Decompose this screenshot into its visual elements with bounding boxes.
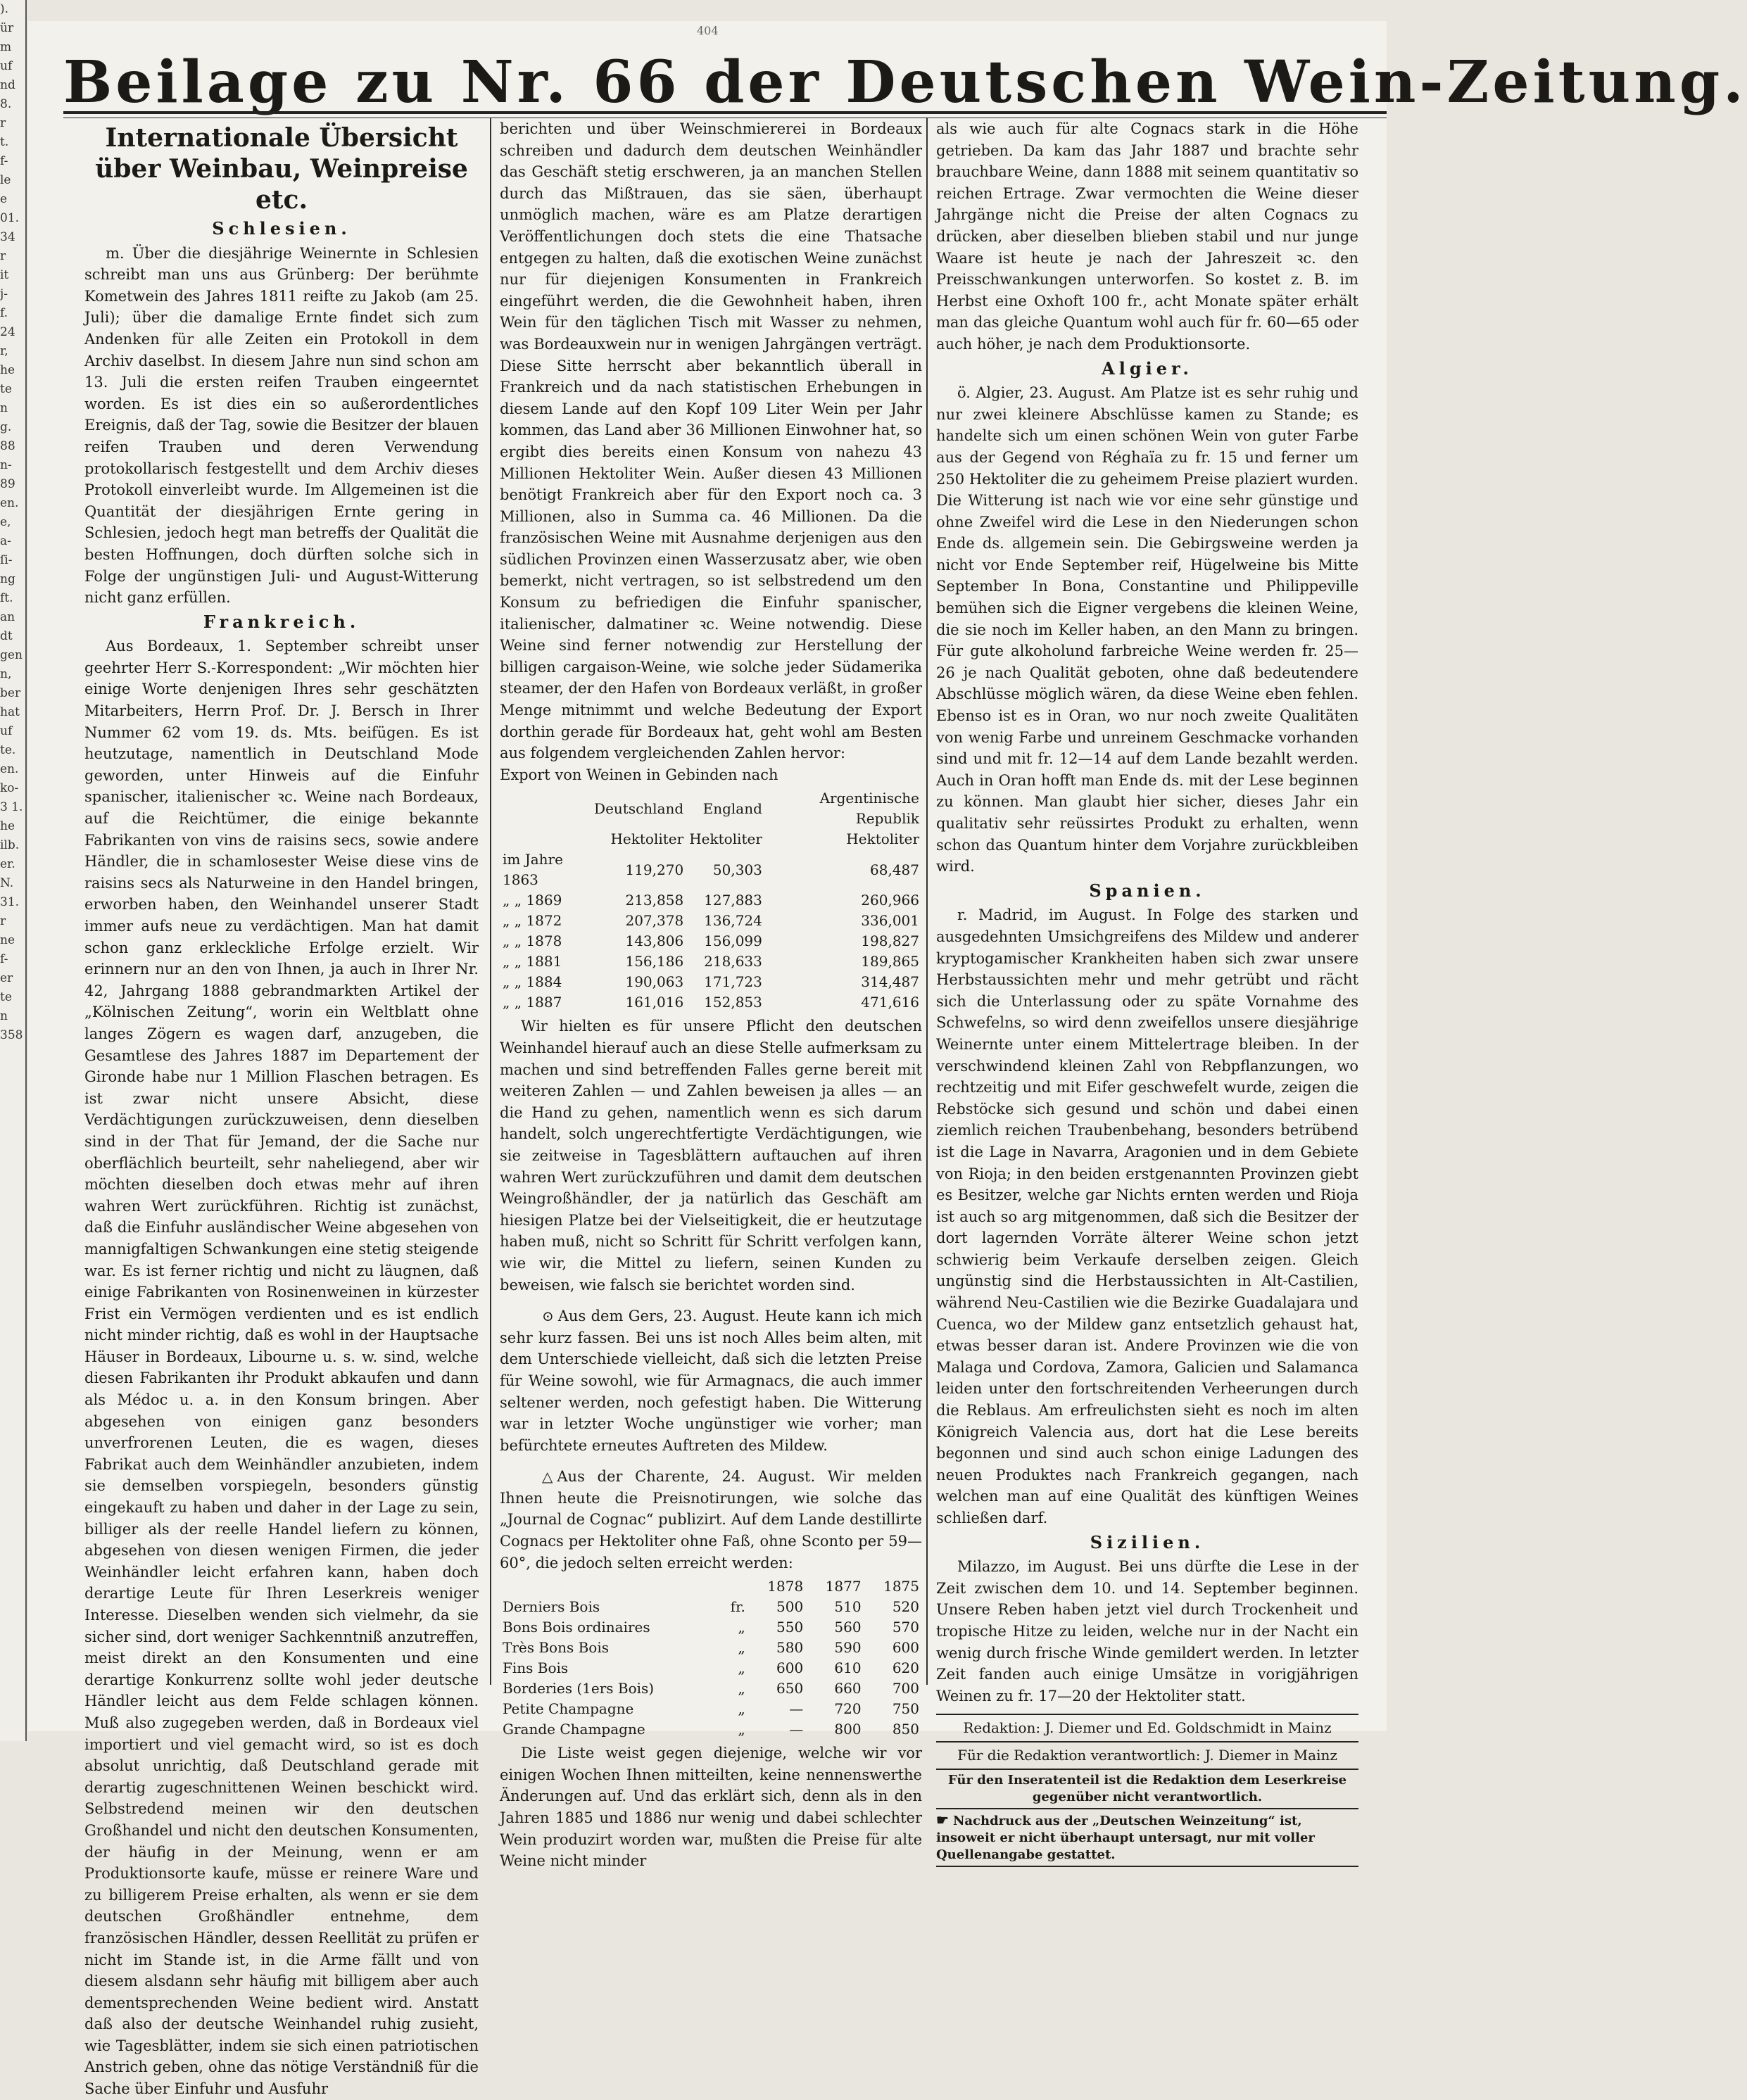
table-cell: 850 xyxy=(892,1721,919,1738)
column-1 xyxy=(84,118,479,2098)
row-label: im Jahre 1863 xyxy=(503,851,563,889)
article-algier: ö. Algier, 23. August. Am Platze ist es sehr ruhig und nur zwei kleinere Abschlüsse kamen zu Stande; es handelte sich um einen schönen Wein von guter Farbe aus der Gegend von Réghaïa zu fr. 15 und ferner um 250 Hektoliter die zu geheimem Preise plaziert wurden. Die Witterung ist nach wie vor eine sehr günstige und ohne Zweifel wird die Lese in den Niederungen schon Ende ds. allgemein sein. Die Gebirgsweine werden ja nicht vor Ende September reif, Hügelweine bis Mitte September In Bona, Constantine und Philippeville bemühen sich die Eigner vergebens die kleinen Weine, die sie noch im Keller haben, an den Mann zu bringen. Für gute alkoholund farbreiche Weine werden fr. 25—26 je nach Qualität geboten, ohne daß bedeutendere Abschlüsse möglich wären, da diese Weine eben fehlen. Ebenso ist es in Oran, wo nur noch zweite Qualitäten von wenig Farbe und unreinem Geschmacke vorhanden sind und mit fr. 12—14 auf dem Lande bezahlt werden. Auch in Oran hofft man Ende ds. mit der Lese beginnen zu können. Man glaubt hier sicher, dieses Jahr ein qualitativ sehr reüssirtes Produkt zu erhalten, wenn schon das Quantum hinter dem Vorjahre zurückbleiben wird. xyxy=(936,384,1358,875)
table-cell: 119,270 xyxy=(625,861,684,878)
table-cell: 161,016 xyxy=(625,994,684,1011)
table-cell: 127,883 xyxy=(704,892,762,909)
table-row xyxy=(500,1617,922,1638)
edge-fragment: nd xyxy=(0,78,15,92)
table-cell: 720 xyxy=(834,1700,862,1718)
edge-fragment: 3 1. xyxy=(0,800,23,814)
row-label: „ „ 1869 xyxy=(503,892,562,909)
edge-fragment: r xyxy=(0,249,6,263)
table-cell: 700 xyxy=(892,1680,919,1697)
currency-cell: fr. xyxy=(730,1598,745,1616)
table-row xyxy=(500,849,922,890)
row-label: „ „ 1887 xyxy=(503,994,562,1011)
row-label: „ „ 1878 xyxy=(503,932,562,950)
edge-fragment: e xyxy=(0,192,8,206)
edge-fragment: ber xyxy=(0,686,21,700)
export-table xyxy=(500,788,922,1013)
table-row xyxy=(500,890,922,911)
row-label: „ „ 1881 xyxy=(503,953,562,970)
table-cell: 207,378 xyxy=(625,912,684,930)
table-cell: 800 xyxy=(834,1721,862,1738)
column-3 xyxy=(936,118,1358,1862)
edge-fragment: ). xyxy=(0,2,9,16)
table-cell: 213,858 xyxy=(625,892,684,909)
table-corner xyxy=(500,1576,719,1597)
edge-fragment: te. xyxy=(0,743,16,757)
table-cell: 156,186 xyxy=(625,953,684,970)
edge-fragment: 24 xyxy=(0,325,15,339)
currency-cell: „ xyxy=(738,1680,745,1697)
gers-text: Aus dem Gers, 23. August. Heute kann ich mich sehr kurz fassen. Bei uns ist noch Alles beim alten, mit dem Unterschiede vielleicht, daß sich die letzten Preise für Weine sowohl, wie für Armagnacs, die auch immer seltener werden, noch gefestigt haben. Die Witterung war in letzter Woche ungünstiger wie vorher; man befürchtete erneutes Auftreten des Mildew. xyxy=(500,1308,922,1454)
table-cell: 660 xyxy=(834,1680,862,1697)
column-divider xyxy=(926,118,928,1685)
article-gers xyxy=(500,1305,922,1456)
table-cell: 650 xyxy=(776,1680,804,1697)
imprint-responsible: Für die Redaktion verantwortlich: J. Diemer in Mainz xyxy=(936,1742,1358,1770)
edge-fragment: uf xyxy=(0,724,13,738)
table-row xyxy=(500,1699,922,1719)
article-bordeaux-end: Wir hielten es für unsere Pflicht den deutschen Weinhandel hierauf auch an diese Stelle aufmerksam zu machen und sind betreffenden Falles gerne bereit mit weiteren Zahlen — und Zahlen beweisen ja alles — an die Hand zu gehen, namentlich wenn es sich darum handelt, solch ungerechtfertigte Verdächtigungen, wie sie zeitweise in Tagesblättern auftauchen auf ihren wahren Wert zurückzuführen und damit dem deutschen Weingroßhändler, der ja natürlich das Geschäft am hiesigen Platze bei der Vielseitigkeit, die er heutzutage haben muß, nicht so Schritt für Schritt verfolgen kann, wie wir, die Mittel zu liefern, seinen Kunden zu beweisen, wie falsch sie berichtet worden sind. xyxy=(500,1018,922,1293)
table-row xyxy=(500,1658,922,1678)
export-table-caption: Export von Weinen in Gebinden nach xyxy=(500,766,778,783)
edge-fragment: 358 xyxy=(0,1028,23,1042)
table-cell: 171,723 xyxy=(704,973,762,991)
edge-fragment: f. xyxy=(0,306,8,320)
unit-header: Hektoliter xyxy=(610,830,684,848)
unit-header: Hektoliter xyxy=(689,830,762,848)
currency-cell: „ xyxy=(738,1659,745,1677)
table-cell: 610 xyxy=(834,1659,862,1677)
edge-fragment: er xyxy=(0,971,13,985)
table-cell: 50,303 xyxy=(712,861,762,878)
article-bordeaux-cont: berichten und über Weinschmiererei in Bordeaux schreiben und dadurch dem deutschen Weinhändler das Geschäft stetig erschweren, ja an manchen Stellen durch das Mißtrauen, das sie säen, überhaupt unmöglich machen, wäre es am Platze derartigen Veröffentlichungen doch stets die eine Thatsache entgegen zu halten, daß die exotischen Weine zunächst nur für diejenigen Konsumenten in Frankreich eingeführt werden, die die Gewohnheit haben, ihren Wein für den täglichen Tisch mit Wasser zu nehmen, was Bordeauxwein nur in wenigen Jahrgängen verträgt. Diese Sitte herrscht aber bekanntlich überall in Frankreich und da nach statistischen Erhebungen in diesem Lande auf den Kopf 109 Liter Wein per Jahr kommen, das Land aber 36 Millionen Einwohner hat, so ergibt dies bereits einen Konsum von nahezu 43 Millionen Hektoliter Wein. Außer diesen 43 Millionen benötigt Frankreich aber für den Export noch ca. 3 Millionen, also in Summa ca. 46 Millionen. Da die französischen Weine mit Ausnahme derjenigen aus den südlichen Provinzen einen Wasserzusatz aber, wie oben bemerkt, nicht vertragen, so ist selbstredend um den Konsum zu befriedigen die Einfuhr spanischer, italienischer, dalmatiner ꝛc. Weine notwendig. Diese Weine sind ferner notwendig zur Herstellung der billigen cargaison-Weine, wie solche jeder Südamerika steamer, der den Hafen von Bordeaux verläßt, in großer Menge mitnimmt und welche Bedeutung der Export dorthin gerade für Bordeaux hat, geht wohl am Besten aus folgendem vergleichenden Zahlen hervor: xyxy=(500,120,922,762)
table-corner xyxy=(719,1576,748,1597)
year-header: 1875 xyxy=(883,1578,919,1595)
table-cell: 218,633 xyxy=(704,953,762,970)
table-cell: 260,966 xyxy=(861,892,919,909)
charente-text: Aus der Charente, 24. August. Wir melden Ihnen heute die Preisnotirungen, wie solche das „Journal de Cognac“ publizirt. Auf dem Lande destillirte Cognacs per Hektoliter ohne Faß, ohne Sconto per 59—60°, die jedoch selten erreicht werden: xyxy=(500,1468,922,1571)
article-schlesien: m. Über die diesjährige Weinernte in Schlesien schreibt man uns aus Grünberg: Der berühmte Kometwein des Jahres 1811 reifte zu Jakob (am 25. Juli); über die damalige Ernte findet sich zum Andenken für alle Zeiten ein Protokoll in dem Archiv daselbst. In diesem Jahre nun sind schon am 13. Juli die ersten reifen Trauben eingeerntet worden. Es ist dies ein so außerordentliches Ereignis, daß der Tag, sowie die Besitzer der blauen reifen Trauben und deren Verwendung protokollarisch festgestellt und dem Archiv dieses Protokoll einverleibt wurde. Im Allgemeinen ist die Quantität der diesjährigen Ernte gering in Schlesien, jedoch hegt man betreffs der Qualität die besten Hoffnungen, doch dürften solche sich in Folge der ungünstigen Juli- und August-Witterung nicht ganz erfüllen. xyxy=(84,244,479,607)
triangle-icon: △ xyxy=(542,1468,553,1486)
table-row xyxy=(500,1597,922,1617)
reprint-text: Nachdruck aus der „Deutschen Weinzeitung“ ist, insoweit er nicht überhaupt untersagt, nur mit voller Quellenangabe gestattet. xyxy=(936,1813,1315,1862)
table-cell: — xyxy=(789,1721,804,1738)
edge-fragment: ft. xyxy=(0,591,13,605)
table-cell: 560 xyxy=(834,1619,862,1636)
table-cell: 314,487 xyxy=(861,973,919,991)
edge-fragment: le xyxy=(0,173,11,187)
edge-fragment: ſi- xyxy=(0,553,13,567)
table-cell: 471,616 xyxy=(861,994,919,1011)
table-cell: 143,806 xyxy=(625,932,684,950)
table-cell: 198,827 xyxy=(861,932,919,950)
edge-fragment: en. xyxy=(0,762,19,776)
circle-dot-icon: ⊙ xyxy=(542,1308,554,1325)
table-row xyxy=(500,931,922,951)
edge-fragment: he xyxy=(0,363,15,377)
col-header: Deutschland xyxy=(594,799,684,817)
edge-fragment: f- xyxy=(0,154,8,168)
table-corner xyxy=(500,788,591,829)
edge-fragment: gen xyxy=(0,648,23,662)
article-sizilien: Milazzo, im August. Bei uns dürfte die Lese in der Zeit zwischen dem 10. und 14. September beginnen. Unsere Reben haben jetzt viel durch Trockenheit und tropische Hitze zu leiden, welche nur in der Nacht ein wenig durch frische Winde gemildert werden. In letzter Zeit fanden auch einige Umsätze in vorigjährigen Weinen zu fr. 17—20 der Hektoliter statt. xyxy=(936,1558,1358,1704)
table-row xyxy=(500,1678,922,1699)
edge-fragment: 01. xyxy=(0,211,20,225)
edge-fragment: 88 xyxy=(0,439,15,453)
table-cell: 590 xyxy=(834,1639,862,1657)
row-label: Fins Bois xyxy=(503,1659,569,1677)
edge-fragment: uf xyxy=(0,59,13,73)
article-charente xyxy=(500,1466,922,1574)
edge-fragment: it xyxy=(0,268,9,282)
table-cell: 336,001 xyxy=(861,912,919,930)
imprint-ads-disclaimer: Für den Inseratenteil ist die Redaktion dem Leserkreise gegenüber nicht verantwortlich. xyxy=(936,1770,1358,1809)
edge-fragment: n xyxy=(0,401,8,415)
edge-fragment: n, xyxy=(0,667,12,681)
heading-sizilien: Sizilien. xyxy=(1090,1531,1205,1552)
edge-fragment: hat xyxy=(0,705,20,719)
table-cell: 500 xyxy=(776,1598,804,1616)
table-row xyxy=(500,951,922,972)
edge-fragment: N. xyxy=(0,876,14,890)
table-cell: 156,099 xyxy=(704,932,762,950)
edge-fragment: en. xyxy=(0,496,19,510)
edge-fragment: 89 xyxy=(0,477,15,491)
edge-fragment: g. xyxy=(0,420,12,434)
pointing-hand-icon: ☛ xyxy=(936,1811,949,1828)
heading-algier: Algier. xyxy=(1102,358,1193,379)
edge-fragment: j- xyxy=(0,287,8,301)
currency-cell: „ xyxy=(738,1721,745,1738)
edge-fragment: ng xyxy=(0,572,15,586)
section-title: Internationale Übersicht über Weinbau, Weinpreise etc. xyxy=(95,123,468,215)
edge-fragment: er. xyxy=(0,857,15,871)
table-cell: 570 xyxy=(892,1619,919,1636)
table-cell: 189,865 xyxy=(861,953,919,970)
edge-fragment: m xyxy=(0,40,12,54)
table-cell: 68,487 xyxy=(870,861,919,878)
edge-fragment: r xyxy=(0,914,6,928)
imprint-reprint-notice xyxy=(936,1809,1358,1867)
table-cell: 510 xyxy=(834,1598,862,1616)
imprint-redaktion: Redaktion: J. Diemer und Ed. Goldschmidt in Mainz xyxy=(936,1715,1358,1742)
column-2 xyxy=(500,118,922,1870)
article-charente-end: Die Liste weist gegen diejenige, welche wir vor einigen Wochen Ihnen mitteilten, keine nennenswerthe Änderungen auf. Und das erklärt sich, denn als in den Jahren 1885 und 1886 nur wenig und dabei schlechter Wein produzirt worden war, mußten die Preise für alte Weine nicht minder xyxy=(500,1745,922,1870)
article-bordeaux: Aus Bordeaux, 1. September schreibt unser geehrter Herr S.-Korrespondent: „Wir möchten hier einige Worte denjenigen Ihres sehr geschätzten Mitarbeiters, Herrn Prof. Dr. J. Bersch in Ihrer Nummer 62 vom 19. ds. Mts. beifügen. Es ist heutzutage, namentlich in Deutschland Mode geworden, unter Hinweis auf die Einfuhr spanischer, italienischer ꝛc. Weine nach Bordeaux, auf die Reichtümer, die einige bekannte Fabrikanten von vins de raisins secs, sowie andere Händler, die in schamlosester Weise diese vins de raisins secs als Naturweine in den Handel bringen, erworben haben, den Weinhandel unserer Stadt immer aufs neue zu verdächtigen. Man hat damit schon ganz erkleckliche Erfolge erzielt. Wir erinnern nur an den von Ihnen, ja auch in Ihrer Nr. 42, Jahrgang 1888 gebrandmarkten Artikel der „Kölnischen Zeitung“, worin ein Weltblatt ohne langes Zögern es wagen darf, anzugeben, die Gesamtlese des Jahres 1887 im Departement der Gironde habe nur 1 Million Flaschen betragen. Es ist zwar nicht unsere Absicht, diese Verdächtigungen zurückzuweisen, denn dieselben sind in der That für Jemand, der die Sache nur oberflächlich beurteilt, sehr naheliegend, aber wir möchten dieselben doch etwas mehr auf ihren wahren Wert zurückführen. Richtig ist zunächst, daß die Einfuhr ausländischer Weine abgesehen von mannigfaltigen Schwankungen eine stetig steigende war. Es ist ferner richtig und nicht zu läugnen, daß einige Fabrikanten von Rosinenweinen in kürzester Frist ein Vermögen verdienten und es ist endlich nicht minder richtig, daß es wohl in der Hauptsache Häuser in Bordeaux, Libourne u. s. w. sind, welche diesen Fabrikanten ihr Produkt abkaufen und dann als Médoc u. a. in den Konsum bringen. Aber abgesehen von einigen ganz besonders unverfrorenen Leuten, die es wagen, dieses Fabrikat auch dem Weinhändler anzubieten, indem sie demselben vorspiegeln, besonders günstig eingekauft zu haben und daher in der Lage zu sein, billiger als der reelle Handel liefern zu können, abgesehen von diesen wenigen Firmen, die jeder Weinhändler leicht erfahren kann, haben doch derartige Leute für Ihren Leserkreis weniger Interesse. Dieselben wenden sich vielmehr, da sie sicher sind, dort weniger Sachkenntniß anzutreffen, meist direkt an den Konsumenten und eine derartige Konkurrenz sollte wohl jeder deutsche Händler leicht aus dem Felde schlagen können. Muß also zugegeben werden, daß in Bordeaux viel importiert und viel gemacht wird, so ist es doch absolut unrichtig, daß Deutschland gerade mit derartig zugeschnittenen Weinen beschickt wird. Selbstredend meinen wir den deutschen Großhandel und nicht den deutschen Konsumenten, der häufig in der Meinung, wenn er am Produktionsorte kaufe, müsse er reinere Ware und zu billigerem Preise erhalten, als wenn er sie dem deutschen Großhändler entnehme, dem französischen Händler, dessen Reellität zu prüfen er nicht im Stande ist, in die Arme fällt und von diesem alsdann sehr häufig mit billigem aber auch dementsprechenden Weine bedient wird. Anstatt daß also der deutsche Weinhandel ruhig zusieht, wie Tagesblätter, indem sie sich einen patriotischen Anstrich geben, ohne das nötige Verständniß für die Sache über Einfuhr und Ausfuhr xyxy=(84,638,479,2098)
table-cell: 190,063 xyxy=(625,973,684,991)
adjacent-page-edge xyxy=(0,0,27,1741)
edge-fragment: ilb. xyxy=(0,838,20,852)
currency-cell: „ xyxy=(738,1619,745,1636)
table-cell: 620 xyxy=(892,1659,919,1677)
row-label: Bons Bois ordinaires xyxy=(503,1619,650,1636)
edge-fragment: a- xyxy=(0,534,11,548)
table-row xyxy=(500,1719,922,1740)
unit-header: Hektoliter xyxy=(846,830,919,848)
edge-fragment: n- xyxy=(0,458,12,472)
row-label: „ „ 1884 xyxy=(503,973,562,991)
table-row xyxy=(500,911,922,931)
table-cell: 600 xyxy=(892,1639,919,1657)
edge-fragment: f- xyxy=(0,952,8,966)
edge-fragment: 31. xyxy=(0,895,20,909)
cognac-price-table xyxy=(500,1576,922,1740)
row-label: Petite Champagne xyxy=(503,1700,634,1718)
edge-fragment: t. xyxy=(0,135,9,149)
row-label: Grande Champagne xyxy=(503,1721,645,1738)
edge-fragment: te xyxy=(0,382,12,396)
table-cell: 580 xyxy=(776,1639,804,1657)
edge-fragment: ür xyxy=(0,21,14,35)
table-corner xyxy=(500,829,591,849)
row-label: „ „ 1872 xyxy=(503,912,562,930)
table-cell: 750 xyxy=(892,1700,919,1718)
table-cell: — xyxy=(789,1700,804,1718)
masthead: Beilage zu Nr. 66 der Deutschen Wein-Zeitung. xyxy=(63,49,1747,116)
table-row xyxy=(500,992,922,1013)
row-label: Derniers Bois xyxy=(503,1598,600,1616)
heading-spanien: Spanien. xyxy=(1089,880,1206,901)
edge-fragment: r, xyxy=(0,344,8,358)
edge-fragment: ko- xyxy=(0,781,19,795)
heading-frankreich: Frankreich. xyxy=(203,611,360,632)
table-cell: 520 xyxy=(892,1598,919,1616)
col-header: England xyxy=(702,799,762,817)
column-divider xyxy=(490,118,491,1685)
currency-cell: „ xyxy=(738,1639,745,1657)
year-header: 1878 xyxy=(767,1578,804,1595)
edge-fragment: an xyxy=(0,610,15,624)
currency-cell: „ xyxy=(738,1700,745,1718)
edge-fragment: e, xyxy=(0,515,11,529)
table-cell: 152,853 xyxy=(704,994,762,1011)
row-label: Borderies (1ers Bois) xyxy=(503,1680,655,1697)
row-label: Très Bons Bois xyxy=(503,1639,609,1657)
table-cell: 550 xyxy=(776,1619,804,1636)
edge-fragment: he xyxy=(0,819,15,833)
edge-fragment: dt xyxy=(0,629,13,643)
page-number: 404 xyxy=(697,24,719,37)
edge-fragment: 8. xyxy=(0,97,12,111)
edge-fragment: ne xyxy=(0,933,15,947)
edge-fragment: te xyxy=(0,990,12,1004)
article-charente-cont: als wie auch für alte Cognacs stark in die Höhe getrieben. Da kam das Jahr 1887 und brachte sehr brauchbare Weine, dann 1888 mit seinem quantitativ so reichen Ertrage. Zwar vermochten die Weine dieser Jahrgänge nicht die Preise der alten Cognacs zu drücken, aber dieselben blieben stabil und nur junge Waare ist heute je nach der Jahreszeit ꝛc. den Preisschwankungen unterworfen. So kostet z. B. im Herbst eine Oxhoft 100 fr., acht Monate später erhält man das gleiche Quantum wohl auch für fr. 60—65 oder auch höher, je nach dem Produktionsorte. xyxy=(936,120,1358,353)
edge-fragment: 34 xyxy=(0,230,15,244)
edge-fragment: r xyxy=(0,116,6,130)
table-cell: 600 xyxy=(776,1659,804,1677)
heading-schlesien: Schlesien. xyxy=(212,218,351,239)
table-row xyxy=(500,1638,922,1658)
col-header: Argentinische Republik xyxy=(819,790,919,828)
article-spanien: r. Madrid, im August. In Folge des starken und ausgedehnten Umsichgreifens des Mildew und anderer kryptogamischer Krankheiten haben sich zwar unsere Herbstaussichten mehr und mehr getrübt und rächt sich die Unterlassung oder zu späte Vornahme des Schwefelns, so wird denn zweifellos unsere diesjährige Weinernte unter einem Mittelertrage bleiben. In der verschwindend kleinen Zahl von Rebpflanzungen, wo rechtzeitig und mit Eifer geschwefelt wurde, zeigen die Rebstöcke sich gesund und schön und dabei einen ziemlich reichen Traubenbehang, besonders betrübend ist die Lage in Navarra, Aragonien und in dem Gebiete von Rioja; in den beiden erstgenannten Provinzen giebt es Besitzer, welche gar Nichts ernten werden und Rioja ist auch so arg mitgenommen, daß sich die Besitzer der dort lagernden Vorräte älterer Weine schon jetzt schwierig beim Verkaufe derselben zeigen. Gleich ungünstig sind die Herbstaussichten in Alt-Castilien, während Neu-Castilien wie die Bezirke Guadalajara und Cuenca, wo der Mildew ganz entsetzlich gehaust hat, etwas besser daran ist. Andere Provinzen wie die von Malaga und Cordova, Zamora, Galicien und Salamanca leiden unter den fortschreitenden Verheerungen durch die Reblaus. Am erfreulichsten sieht es noch im alten Königreich Valencia aus, dort hat die Lese bereits begonnen und sind auch schon einige Ladungen des neuen Produktes nach Frankreich gegangen, nach welchen man auf eine Qualität des künftigen Weines schließen darf. xyxy=(936,906,1358,1526)
masthead-rule xyxy=(63,111,1387,118)
table-row xyxy=(500,972,922,992)
edge-fragment: n xyxy=(0,1009,8,1023)
year-header: 1877 xyxy=(825,1578,862,1595)
imprint xyxy=(936,1714,1358,1866)
table-cell: 136,724 xyxy=(704,912,762,930)
